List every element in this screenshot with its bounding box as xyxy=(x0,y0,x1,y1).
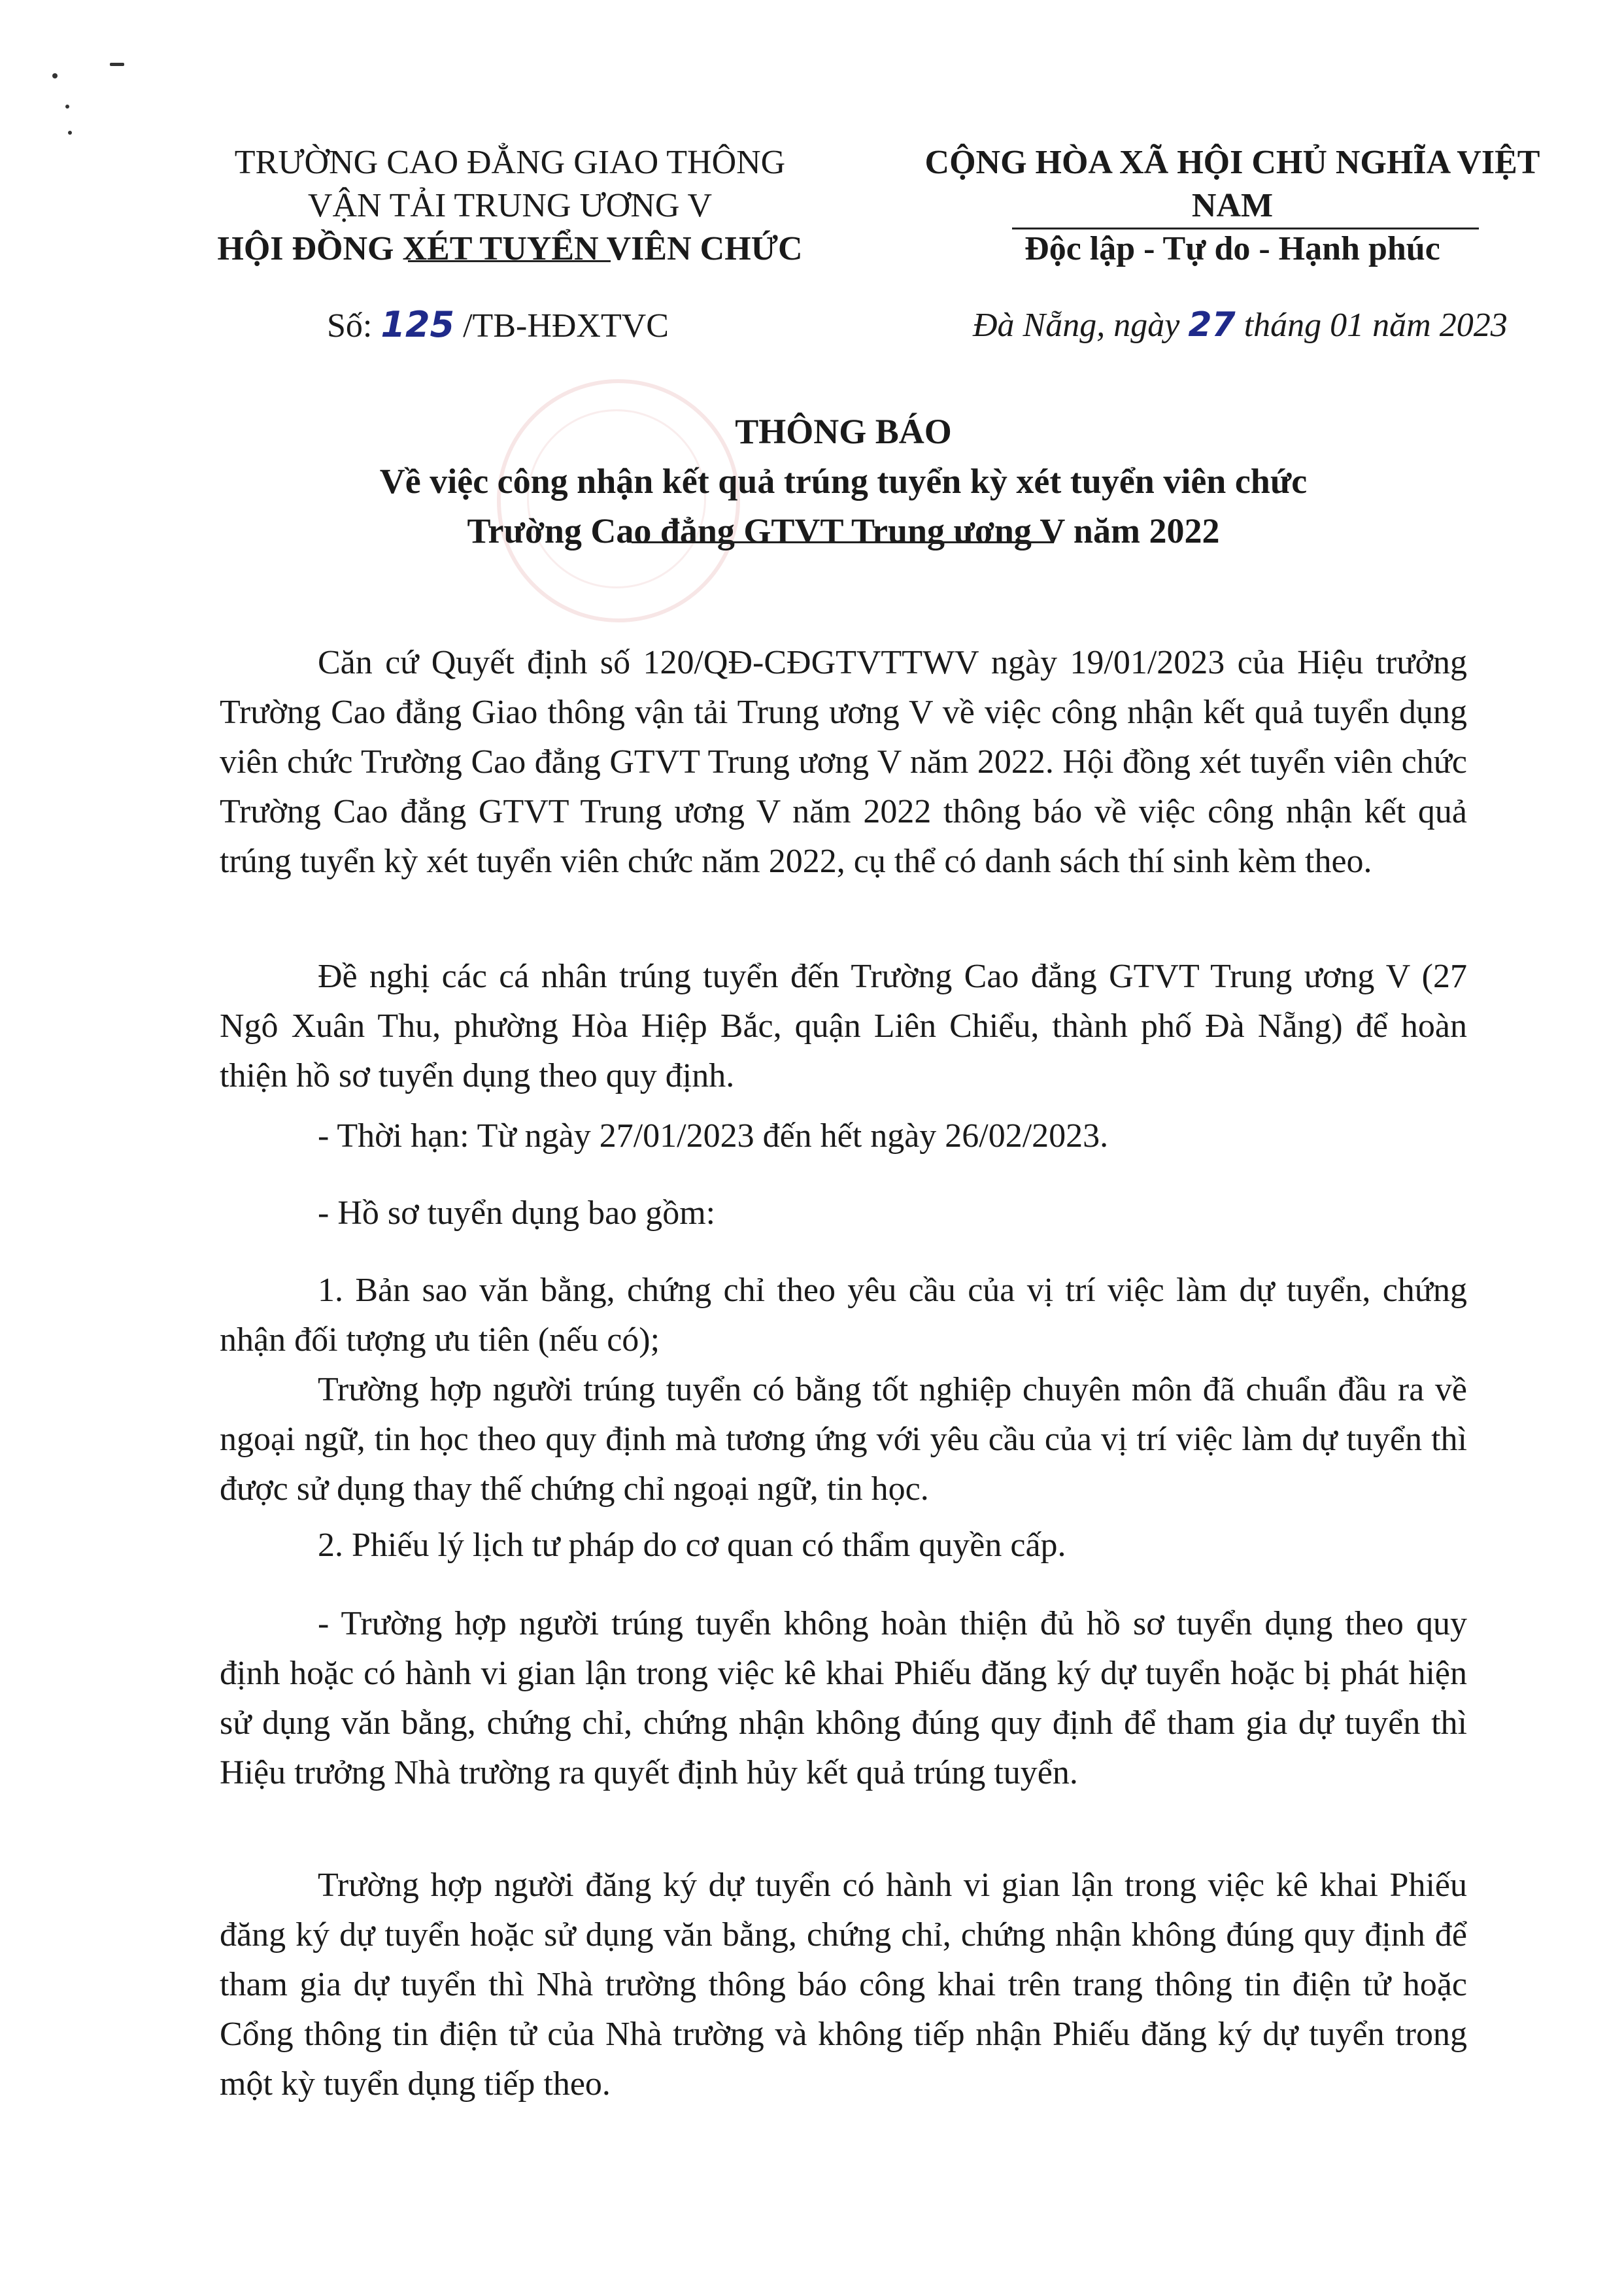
paragraph-cancel-result: - Trường hợp người trúng tuyển không hoàn thiện đủ hồ sơ tuyển dụng theo quy định hoặc có hành vi gian lận trong việc kê khai Phiếu đăng ký dự tuyển hoặc bị phát hiện sử dụng văn bằng, chứng chỉ, chứng nhận không đúng quy định để tham gia dự tuyển thì Hiệu trưởng Nhà trường ra quyết định hủy kết quả trúng tuyển. xyxy=(220,1605,1467,1791)
doc-number-handwritten: 125 xyxy=(381,304,455,345)
notice-subtitle-line2: Trường Cao đẳng GTVT Trung ương V năm 2022 xyxy=(467,511,1220,550)
paragraph-item1-note: Trường hợp người trúng tuyển có bằng tốt nghiệp chuyên môn đã chuẩn đầu ra về ngoại ngữ, tin học theo quy định mà tương ứng với yêu cầu của vị trí việc làm dự tuyển thì được sử dụng thay thế chứng chỉ ngoại ngữ, tin học. xyxy=(220,1371,1467,1508)
doc-number-prefix: Số: xyxy=(327,307,373,345)
header-left-underline xyxy=(408,260,611,262)
scan-speck xyxy=(68,131,72,135)
paragraph-item2: 2. Phiếu lý lịch tư pháp do cơ quan có thẩm quyền cấp. xyxy=(318,1527,1066,1564)
paragraph-legal-basis: Căn cứ Quyết định số 120/QĐ-CĐGTVTTWV ngày 19/01/2023 của Hiệu trưởng Trường Cao đẳng Giao thông vận tải Trung ương V về việc công nhận kết quả tuyển dụng viên chức Trường Cao đẳng GTVT Trung ương V năm 2022. Hội đồng xét tuyển viên chức Trường Cao đẳng GTVT Trung ương V năm 2022 thông báo về việc công nhận kết quả trúng tuyển kỳ xét tuyển viên chức năm 2022, cụ thể có danh sách thí sinh kèm theo. xyxy=(220,644,1467,880)
country-name: CỘNG HÒA XÃ HỘI CHỦ NGHĨA VIỆT NAM xyxy=(924,144,1540,224)
scan-speck xyxy=(52,73,58,78)
council-name: HỘI ĐỒNG XÉT TUYỂN VIÊN CHỨC xyxy=(217,230,803,267)
place-date xyxy=(973,303,1508,347)
paragraph-deadline: - Thời hạn: Từ ngày 27/01/2023 đến hết ngày 26/02/2023. xyxy=(318,1117,1109,1155)
notice-subtitle-line1: Về việc công nhận kết quả trúng tuyển kỳ xét tuyển viên chức xyxy=(379,462,1308,501)
document-number xyxy=(327,303,669,348)
header-right xyxy=(883,141,1582,271)
paragraph-documents-heading: - Hồ sơ tuyển dụng bao gồm: xyxy=(318,1194,716,1232)
date-day-handwritten: 27 xyxy=(1188,305,1236,345)
motto: Độc lập - Tự do - Hạnh phúc xyxy=(1024,230,1440,267)
header-right-underline xyxy=(1012,228,1479,229)
notice-title: THÔNG BÁO xyxy=(735,412,952,451)
title-underline xyxy=(632,541,1053,543)
paragraph-request: Đề nghị các cá nhân trúng tuyển đến Trường Cao đẳng GTVT Trung ương V (27 Ngô Xuân Thu, phường Hòa Hiệp Bắc, quận Liên Chiểu, thành phố Đà Nẵng) để hoàn thiện hồ sơ tuyển dụng theo quy định. xyxy=(220,958,1467,1094)
doc-number-suffix: /TB-HĐXTVC xyxy=(463,307,669,345)
paragraph-item1: 1. Bản sao văn bằng, chứng chỉ theo yêu cầu của vị trí việc làm dự tuyển, chứng nhận đối tượng ưu tiên (nếu có); xyxy=(220,1272,1467,1359)
header-left xyxy=(209,141,811,271)
school-name-line2: VẬN TẢI TRUNG ƯƠNG V xyxy=(307,187,713,224)
scan-speck xyxy=(65,105,69,109)
school-name-line1: TRƯỜNG CAO ĐẲNG GIAO THÔNG xyxy=(234,144,786,181)
notice-title-block xyxy=(220,407,1467,556)
paragraph-fraud-notice: Trường hợp người đăng ký dự tuyển có hành vi gian lận trong việc kê khai Phiếu đăng ký dự tuyển hoặc sử dụng văn bằng, chứng chỉ, chứng nhận không đúng quy định để tham gia dự tuyển thì Nhà trường thông báo công khai trên trang thông tin điện tử hoặc Cổng thông tin điện tử của Nhà trường và không tiếp nhận Phiếu đăng ký dự tuyển trong một kỳ tuyển dụng tiếp theo. xyxy=(220,1867,1467,2103)
place-date-before: Đà Nẵng, ngày xyxy=(973,307,1180,344)
place-date-after: tháng 01 năm 2023 xyxy=(1243,307,1508,344)
scan-speck xyxy=(110,63,124,66)
